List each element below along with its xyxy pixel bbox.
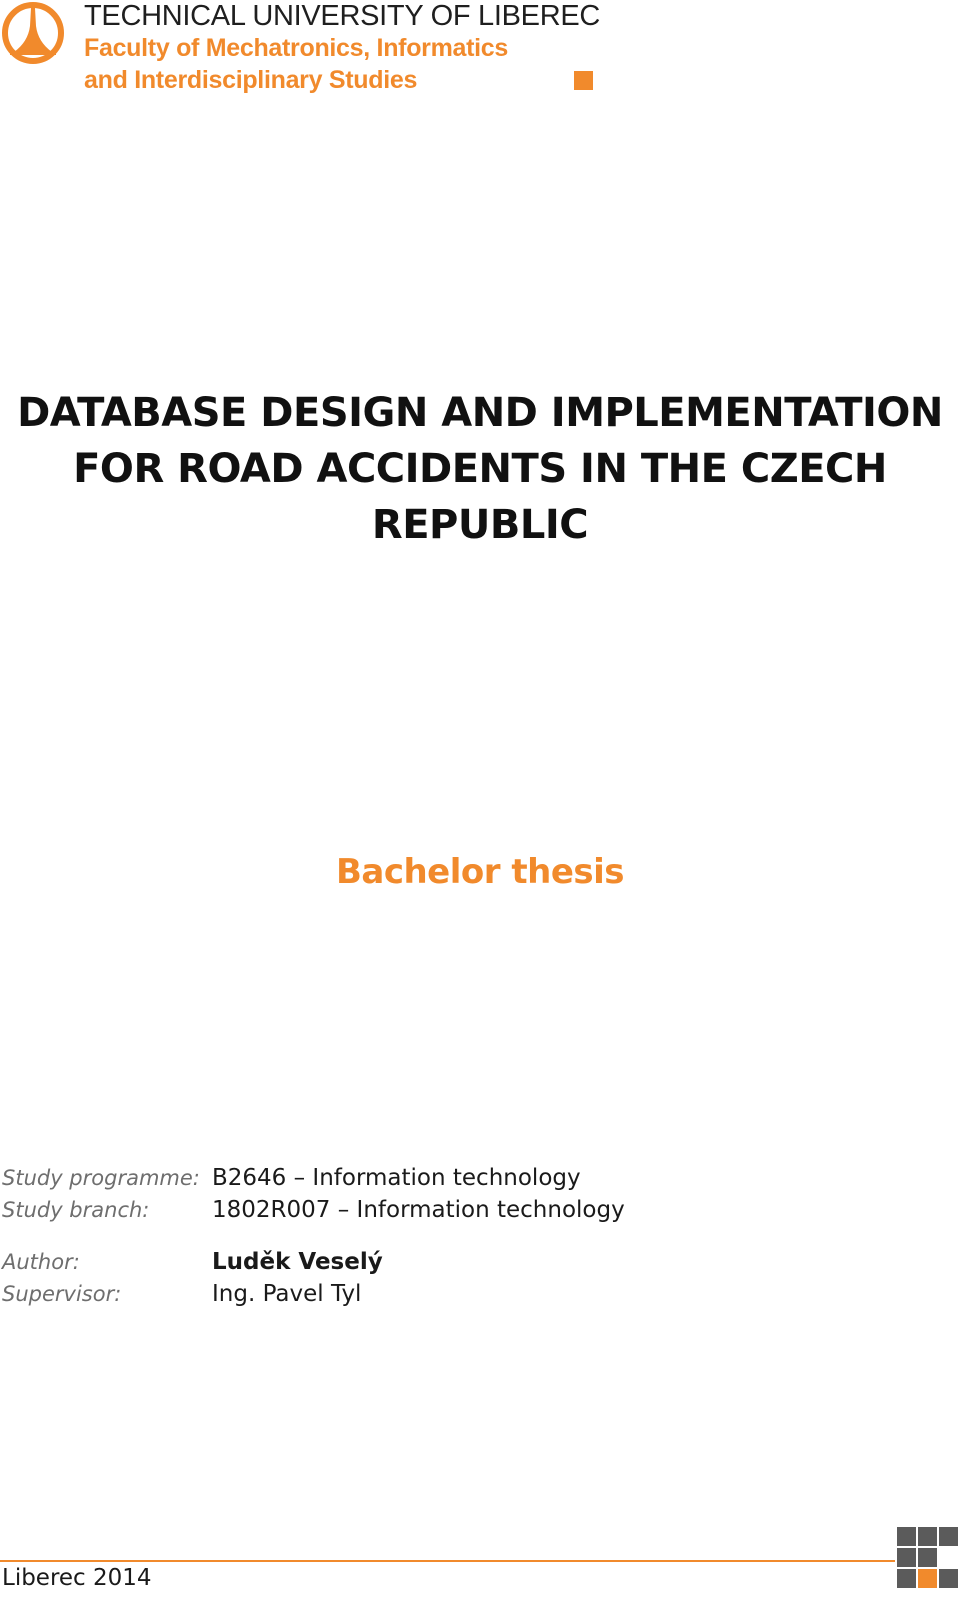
thesis-type: Bachelor thesis	[335, 852, 625, 892]
detail-label: Author:	[2, 1250, 80, 1274]
detail-label: Study branch:	[2, 1198, 150, 1222]
detail-value: B2646 – Information technology	[212, 1165, 581, 1191]
detail-row-supervisor	[0, 1282, 700, 1312]
faculty-name-line-2: and Interdisciplinary Studies	[84, 66, 418, 94]
squares-grid-icon	[897, 1527, 959, 1589]
thesis-title-line-2: FOR ROAD ACCIDENTS IN THE CZECH	[73, 446, 887, 492]
detail-value: 1802R007 – Information technology	[212, 1197, 625, 1223]
accent-square	[574, 71, 593, 90]
detail-row-study-programme	[0, 1166, 700, 1196]
university-logo-icon	[0, 0, 66, 66]
detail-row-author	[0, 1250, 700, 1280]
footer-place-year: Liberec 2014	[2, 1565, 152, 1591]
university-name: TECHNICAL UNIVERSITY OF LIBEREC	[84, 0, 601, 32]
faculty-name-line-1: Faculty of Mechatronics, Informatics	[84, 34, 509, 62]
thesis-title-line-1: DATABASE DESIGN AND IMPLEMENTATION	[17, 390, 943, 436]
thesis-title-line-3: REPUBLIC	[371, 502, 589, 548]
supervisor-name: Ing. Pavel Tyl	[212, 1281, 362, 1307]
header	[0, 0, 600, 100]
detail-label: Supervisor:	[2, 1282, 122, 1306]
detail-row-study-branch	[0, 1198, 700, 1228]
author-name: Luděk Veselý	[212, 1249, 383, 1275]
footer-divider	[0, 1560, 895, 1562]
thesis-title	[0, 385, 960, 553]
detail-label: Study programme:	[2, 1166, 200, 1190]
